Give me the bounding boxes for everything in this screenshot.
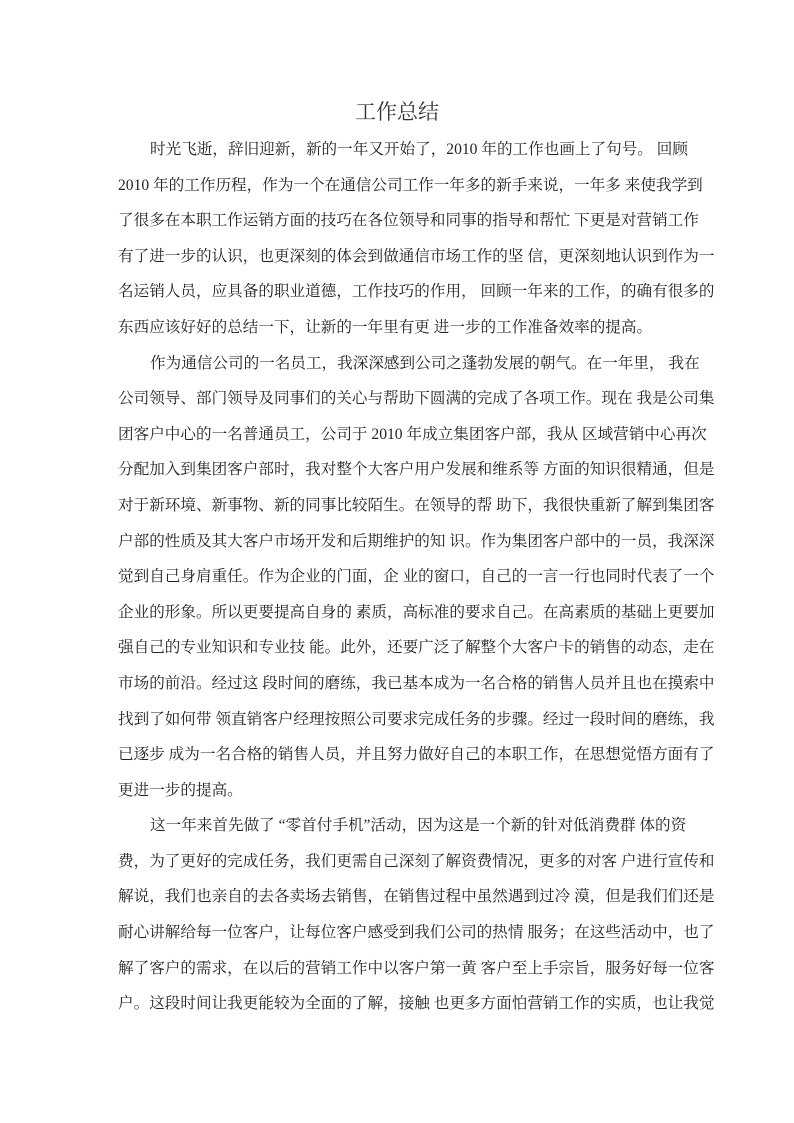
text-line: 觉到自己身肩重任。作为企业的门面，企 业的窗口，自己的一言一行也同时代表了一个 [118,568,715,586]
text-line: 解说，我们也亲自的去各卖场去销售，在销售过程中虽然遇到过冷 漠，但是我们们还是 [118,888,715,906]
text-line: 作为通信公司的一名员工，我深深感到公司之蓬勃发展的朝气。在一年里， 我在 [150,354,700,372]
text-line: 找到了如何带 领直销客户经理按照公司要求完成任务的步骤。经过一段时间的磨练，我 [118,710,715,728]
text-line: 有了进一步的认识，也更深刻的体会到做通信市场工作的坚 信，更深刻地认识到作为一 [118,247,715,265]
text-line: 耐心讲解给每一位客户，让每位客户感受到我们公司的热情 服务；在这些活动中，也了 [118,924,715,942]
text-line: 时光飞逝，辞旧迎新，新的一年又开始了，2010 年的工作也画上了句号。 回顾 [150,141,688,158]
text-line: 企业的形象。所以更要提高自身的 素质，高标准的要求自己。在高素质的基础上更要加 [118,603,715,621]
text-line: 了很多在本职工作运销方面的技巧在各位领导和同事的指导和帮忙 下更是对营销工作 [118,212,699,230]
text-line: 更进一步的提高。 [118,781,243,799]
text-line: 已逐步 成为一名合格的销售人员，并且努力做好自己的本职工作，在思想觉悟方面有了 [118,746,715,764]
text-line: 东西应该好好的总结一下，让新的一年里有更 进一步的工作准备效率的提高。 [118,318,653,336]
text-line: 名运销人员，应具备的职业道德，工作技巧的作用， 回顾一年来的工作，的确有很多的 [118,283,715,301]
text-line: 2010 年的工作历程，作为一个在通信公司工作一年多的新手来说，一年多 来使我学到 [118,176,703,194]
text-line: 户。这段时间让我更能较为全面的了解，接触 也更多方面怕营销工作的实质，也让我觉 [118,995,715,1013]
text-line: 团客户中心的一名普通员工，公司于 2010 年成立集团客户部，我从 区域营销中心再次 [118,425,707,443]
text-line: 户部的性质及其大客户市场开发和后期维护的知 识。作为集团客户部中的一员，我深深 [118,532,715,550]
text-line: 解了客户的需求，在以后的营销工作中以客户第一黄 客户至上手宗旨，服务好每一位客 [118,959,715,977]
document-body [118,132,715,1022]
text-line: 费，为了更好的完成任务，我们更需自己深刻了解资费情况，更多的对客 户进行宣传和 [118,852,715,870]
paragraph-3 [118,808,715,1022]
text-line: 公司领导、部门领导及同事们的关心与帮助下圆满的完成了各项工作。现在 我是公司集 [118,390,715,408]
text-line: 强自己的专业知识和专业技 能。此外，还要广泛了解整个大客户卡的销售的动态，走在 [118,639,715,657]
text-line: 分配加入到集团客户部时，我对整个大客户用户发展和维系等 方面的知识很精通，但是 [118,461,715,479]
text-line: 市场的前沿。经过这 段时间的磨练，我已基本成为一名合格的销售人员并且也在摸索中 [118,674,715,692]
document-title: 工作总结 [355,100,439,124]
text-line: 对于新环境、新事物、新的同事比较陌生。在领导的帮 助下，我很快重新了解到集团客 [118,496,715,514]
paragraph-2 [118,346,715,809]
paragraph-1 [118,132,715,346]
text-line: 这一年来首先做了 “零首付手机”活动，因为这是一个新的针对低消费群 体的资 [150,817,687,835]
